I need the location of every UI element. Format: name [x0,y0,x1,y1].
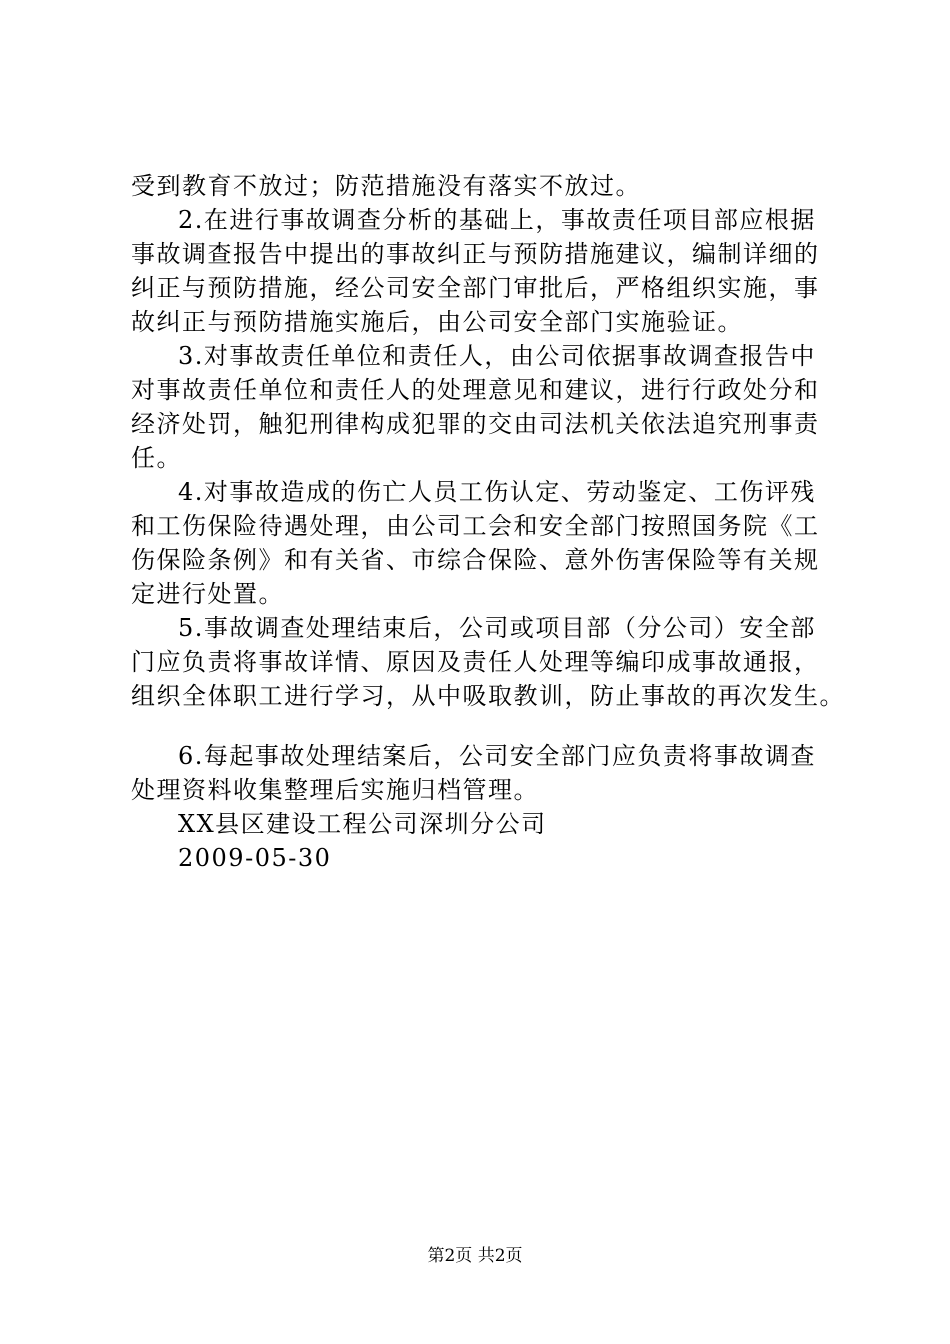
paragraph-line: 定进行处置。 [131,580,284,608]
paragraph-line: 对事故责任单位和责任人的处理意见和建议，进行行政处分和 [131,376,820,404]
paragraph-line: 纠正与预防措施，经公司安全部门审批后，严格组织实施，事 [131,274,820,302]
paragraph-line: 伤保险条例》和有关省、市综合保险、意外伤害保险等有关规 [131,546,820,574]
signature-date: 2009-05-30 [178,844,332,872]
paragraph-line: 故纠正与预防措施实施后，由公司安全部门实施验证。 [131,308,743,336]
paragraph-line: 和工伤保险待遇处理，由公司工会和安全部门按照国务院《工 [131,512,820,540]
page-footer: 第2页 共2页 [427,1246,523,1266]
paragraph-line: 受到教育不放过；防范措施没有落实不放过。 [131,172,641,200]
paragraph-line: 门应负责将事故详情、原因及责任人处理等编印成事故通报， [131,648,820,676]
paragraph-line: 经济处罚，触犯刑律构成犯罪的交由司法机关依法追究刑事责 [131,410,820,438]
paragraph-line: 3.对事故责任单位和责任人，由公司依据事故调查报告中 [178,342,816,370]
paragraph-line: 4.对事故造成的伤亡人员工伤认定、劳动鉴定、工伤评残 [178,478,816,506]
paragraph-line: 5.事故调查处理结束后，公司或项目部（分公司）安全部 [178,614,816,642]
signature-company: XX县区建设工程公司深圳分公司 [178,810,547,838]
paragraph-line: 事故调查报告中提出的事故纠正与预防措施建议，编制详细的 [131,240,820,268]
paragraph-line: 组织全体职工进行学习，从中吸取教训，防止事故的再次发生。 [131,682,845,710]
paragraph-line: 6.每起事故处理结案后，公司安全部门应负责将事故调查 [178,742,816,770]
paragraph-line: 处理资料收集整理后实施归档管理。 [131,776,539,804]
paragraph-line: 任。 [131,444,182,472]
paragraph-line: 2.在进行事故调查分析的基础上，事故责任项目部应根据 [178,206,816,234]
